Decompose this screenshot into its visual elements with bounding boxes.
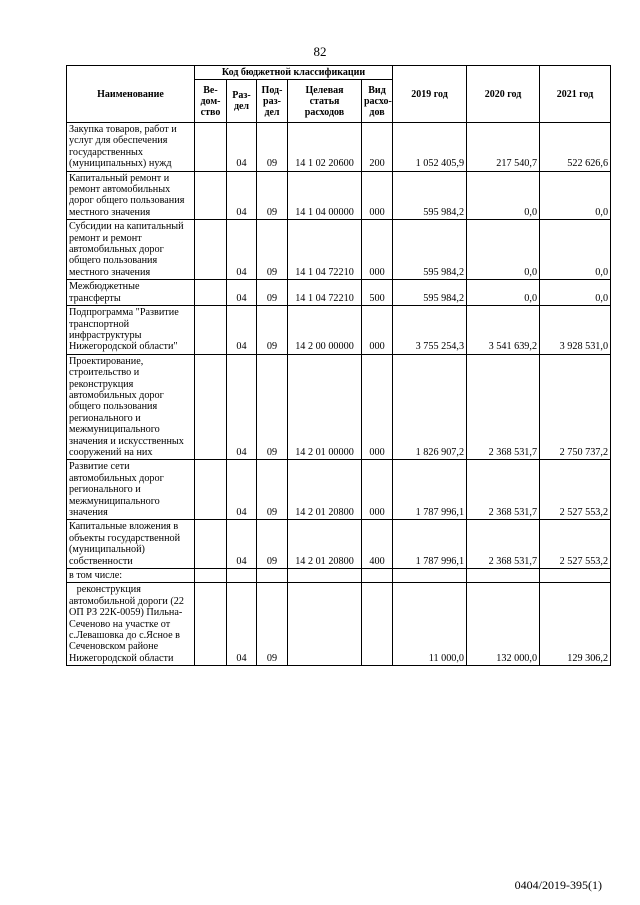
header-row-1 [67,66,611,80]
table-row [67,220,611,280]
table-row [67,569,611,583]
cell-y2019 [393,569,467,583]
cell-vid: 500 [362,280,393,306]
cell-ved [195,280,227,306]
cell-vid [362,569,393,583]
cell-tselevaya: 14 1 04 00000 [288,171,362,220]
cell-y2021: 522 626,6 [540,123,611,172]
header-code-group: Код бюджетной классификации [195,66,393,80]
cell-razdel [227,569,257,583]
cell-podrazdel: 09 [257,306,288,355]
cell-tselevaya: 14 1 02 20600 [288,123,362,172]
cell-razdel: 04 [227,520,257,569]
cell-name: Капитальные вложения в объекты государственной (муниципальной) собственности [67,520,195,569]
cell-ved [195,583,227,666]
cell-ved [195,569,227,583]
cell-name: Капитальный ремонт и ремонт автомобильных дорог общего пользования местного значения [67,171,195,220]
cell-razdel: 04 [227,583,257,666]
cell-y2019: 1 052 405,9 [393,123,467,172]
cell-y2021: 129 306,2 [540,583,611,666]
cell-y2021: 0,0 [540,280,611,306]
cell-podrazdel: 09 [257,583,288,666]
cell-y2019: 595 984,2 [393,220,467,280]
header-tselevaya: Целевая статья расходов [288,80,362,123]
cell-y2019: 3 755 254,3 [393,306,467,355]
cell-razdel: 04 [227,171,257,220]
cell-y2021: 0,0 [540,220,611,280]
cell-ved [195,171,227,220]
header-2021: 2021 год [540,66,611,123]
cell-razdel: 04 [227,220,257,280]
table-row [67,171,611,220]
header-razdel: Раз- дел [227,80,257,123]
cell-y2019: 1 826 907,2 [393,354,467,460]
cell-vid [362,583,393,666]
cell-y2021: 2 750 737,2 [540,354,611,460]
table-row [67,123,611,172]
cell-vid: 000 [362,306,393,355]
cell-podrazdel: 09 [257,520,288,569]
cell-y2019: 595 984,2 [393,171,467,220]
cell-tselevaya [288,569,362,583]
cell-name: Межбюджетные трансферты [67,280,195,306]
table-row [67,520,611,569]
cell-vid: 000 [362,171,393,220]
cell-y2021: 3 928 531,0 [540,306,611,355]
cell-tselevaya [288,583,362,666]
cell-y2021: 2 527 553,2 [540,460,611,520]
cell-podrazdel: 09 [257,280,288,306]
document-code: 0404/2019-395(1) [514,878,602,892]
cell-tselevaya: 14 1 04 72210 [288,280,362,306]
page-number: 82 [313,44,327,59]
table-row [67,306,611,355]
cell-y2020: 2 368 531,7 [467,520,540,569]
cell-vid: 000 [362,460,393,520]
cell-name: Закупка товаров, работ и услуг для обеспечения государственных (муниципальных) нужд [67,123,195,172]
cell-y2019: 595 984,2 [393,280,467,306]
cell-razdel: 04 [227,306,257,355]
header-podrazdel: Под- раз- дел [257,80,288,123]
cell-podrazdel: 09 [257,220,288,280]
cell-vid: 000 [362,354,393,460]
table-row [67,354,611,460]
cell-y2020: 0,0 [467,171,540,220]
budget-table [66,65,611,666]
header-2019: 2019 год [393,66,467,123]
cell-razdel: 04 [227,123,257,172]
cell-y2020: 2 368 531,7 [467,354,540,460]
cell-name: Проектирование, строительство и реконструкция автомобильных дорог общего пользования регионального и межмуниципального значения и искусственных сооружений на них [67,354,195,460]
cell-name: Развитие сети автомобильных дорог регионального и межмуниципального значения [67,460,195,520]
table-row [67,583,611,666]
cell-y2019: 11 000,0 [393,583,467,666]
table-row [67,460,611,520]
header-vid: Вид расхо- дов [362,80,393,123]
cell-tselevaya: 14 2 01 20800 [288,520,362,569]
cell-y2021: 0,0 [540,171,611,220]
cell-tselevaya: 14 1 04 72210 [288,220,362,280]
table-row [67,280,611,306]
cell-tselevaya: 14 2 01 00000 [288,354,362,460]
cell-ved [195,354,227,460]
cell-y2020: 132 000,0 [467,583,540,666]
cell-name: Подпрограмма "Развитие транспортной инфраструктуры Нижегородской области" [67,306,195,355]
cell-name: реконструкция автомобильной дороги (22 ОП РЗ 22К-0059) Пильна-Сеченово на участке от с.Левашовка до с.Ясное в Сеченовском районе Нижегородской области [67,583,195,666]
cell-y2020: 3 541 639,2 [467,306,540,355]
cell-ved [195,123,227,172]
cell-y2019: 1 787 996,1 [393,520,467,569]
cell-podrazdel [257,569,288,583]
cell-vid: 400 [362,520,393,569]
cell-y2020: 2 368 531,7 [467,460,540,520]
cell-tselevaya: 14 2 00 00000 [288,306,362,355]
cell-y2020: 0,0 [467,280,540,306]
cell-ved [195,520,227,569]
header-2020: 2020 год [467,66,540,123]
cell-vid: 200 [362,123,393,172]
cell-podrazdel: 09 [257,171,288,220]
cell-razdel: 04 [227,460,257,520]
cell-vid: 000 [362,220,393,280]
cell-y2020 [467,569,540,583]
cell-razdel: 04 [227,280,257,306]
cell-ved [195,460,227,520]
cell-tselevaya: 14 2 01 20800 [288,460,362,520]
cell-ved [195,306,227,355]
cell-y2019: 1 787 996,1 [393,460,467,520]
cell-name: в том числе: [67,569,195,583]
cell-y2021: 2 527 553,2 [540,520,611,569]
header-vedomstvo: Ве- дом- ство [195,80,227,123]
header-name: Наименование [67,66,195,123]
cell-podrazdel: 09 [257,354,288,460]
cell-podrazdel: 09 [257,123,288,172]
cell-ved [195,220,227,280]
cell-razdel: 04 [227,354,257,460]
cell-y2021 [540,569,611,583]
cell-name: Субсидии на капитальный ремонт и ремонт автомобильных дорог общего пользования местного значения [67,220,195,280]
cell-y2020: 217 540,7 [467,123,540,172]
cell-podrazdel: 09 [257,460,288,520]
cell-y2020: 0,0 [467,220,540,280]
